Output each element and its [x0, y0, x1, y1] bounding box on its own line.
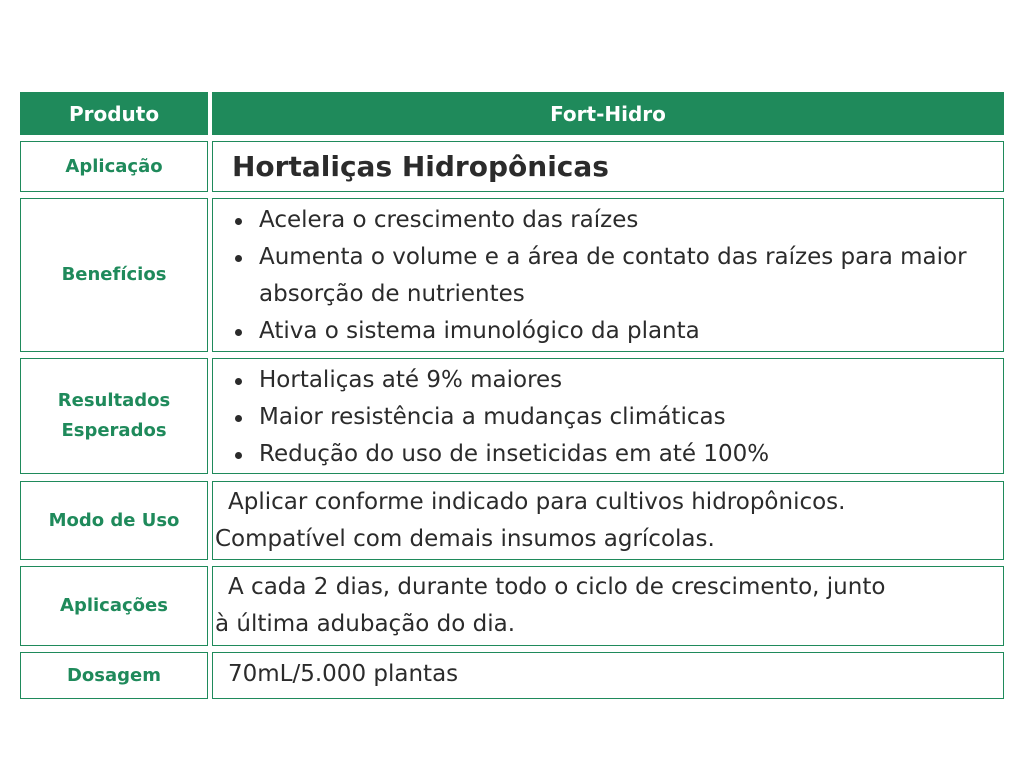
application-title: Hortaliças Hidropônicas — [232, 150, 609, 183]
modo-uso-line1: Aplicar conforme indicado para cultivos hidropônicos. — [228, 489, 846, 515]
list-item: Hortaliças até 9% maiores — [213, 362, 1003, 399]
list-item: Maior resistência a mudanças climáticas — [213, 399, 1003, 436]
list-item: Aumenta o volume e a área de contato das raízes para maior absorção de nutrientes — [213, 239, 1003, 313]
header-product-name: Fort-Hidro — [212, 92, 1004, 135]
resultados-list — [213, 362, 1003, 473]
modo-uso-line2: Compatível com demais insumos agrícolas. — [215, 526, 715, 552]
label-aplicacao: Aplicação — [20, 141, 208, 192]
label-resultados-esperados — [20, 358, 208, 474]
label-dosagem: Dosagem — [20, 652, 208, 699]
label-aplicacoes: Aplicações — [20, 566, 208, 646]
dosagem-value: 70mL/5.000 plantas — [228, 661, 459, 687]
value-dosagem-cell — [212, 652, 1004, 699]
label-modo-de-uso: Modo de Uso — [20, 481, 208, 560]
label-beneficios: Benefícios — [20, 198, 208, 352]
value-aplicacao-cell — [212, 141, 1004, 192]
label-resultados-line1: Resultados — [57, 390, 171, 411]
aplicacoes-line1: A cada 2 dias, durante todo o ciclo de crescimento, junto — [228, 574, 886, 600]
list-item: Acelera o crescimento das raízes — [213, 202, 1003, 239]
value-resultados-cell — [212, 358, 1004, 474]
beneficios-list — [213, 202, 1003, 350]
value-aplicacoes-cell — [212, 566, 1004, 646]
value-modo-uso-cell — [212, 481, 1004, 560]
label-resultados-line2: Esperados — [61, 420, 167, 441]
aplicacoes-line2: à última adubação do dia. — [215, 611, 516, 637]
header-produto: Produto — [20, 92, 208, 135]
list-item: Redução do uso de inseticidas em até 100% — [213, 436, 1003, 473]
value-beneficios-cell — [212, 198, 1004, 352]
list-item: Ativa o sistema imunológico da planta — [213, 313, 1003, 350]
